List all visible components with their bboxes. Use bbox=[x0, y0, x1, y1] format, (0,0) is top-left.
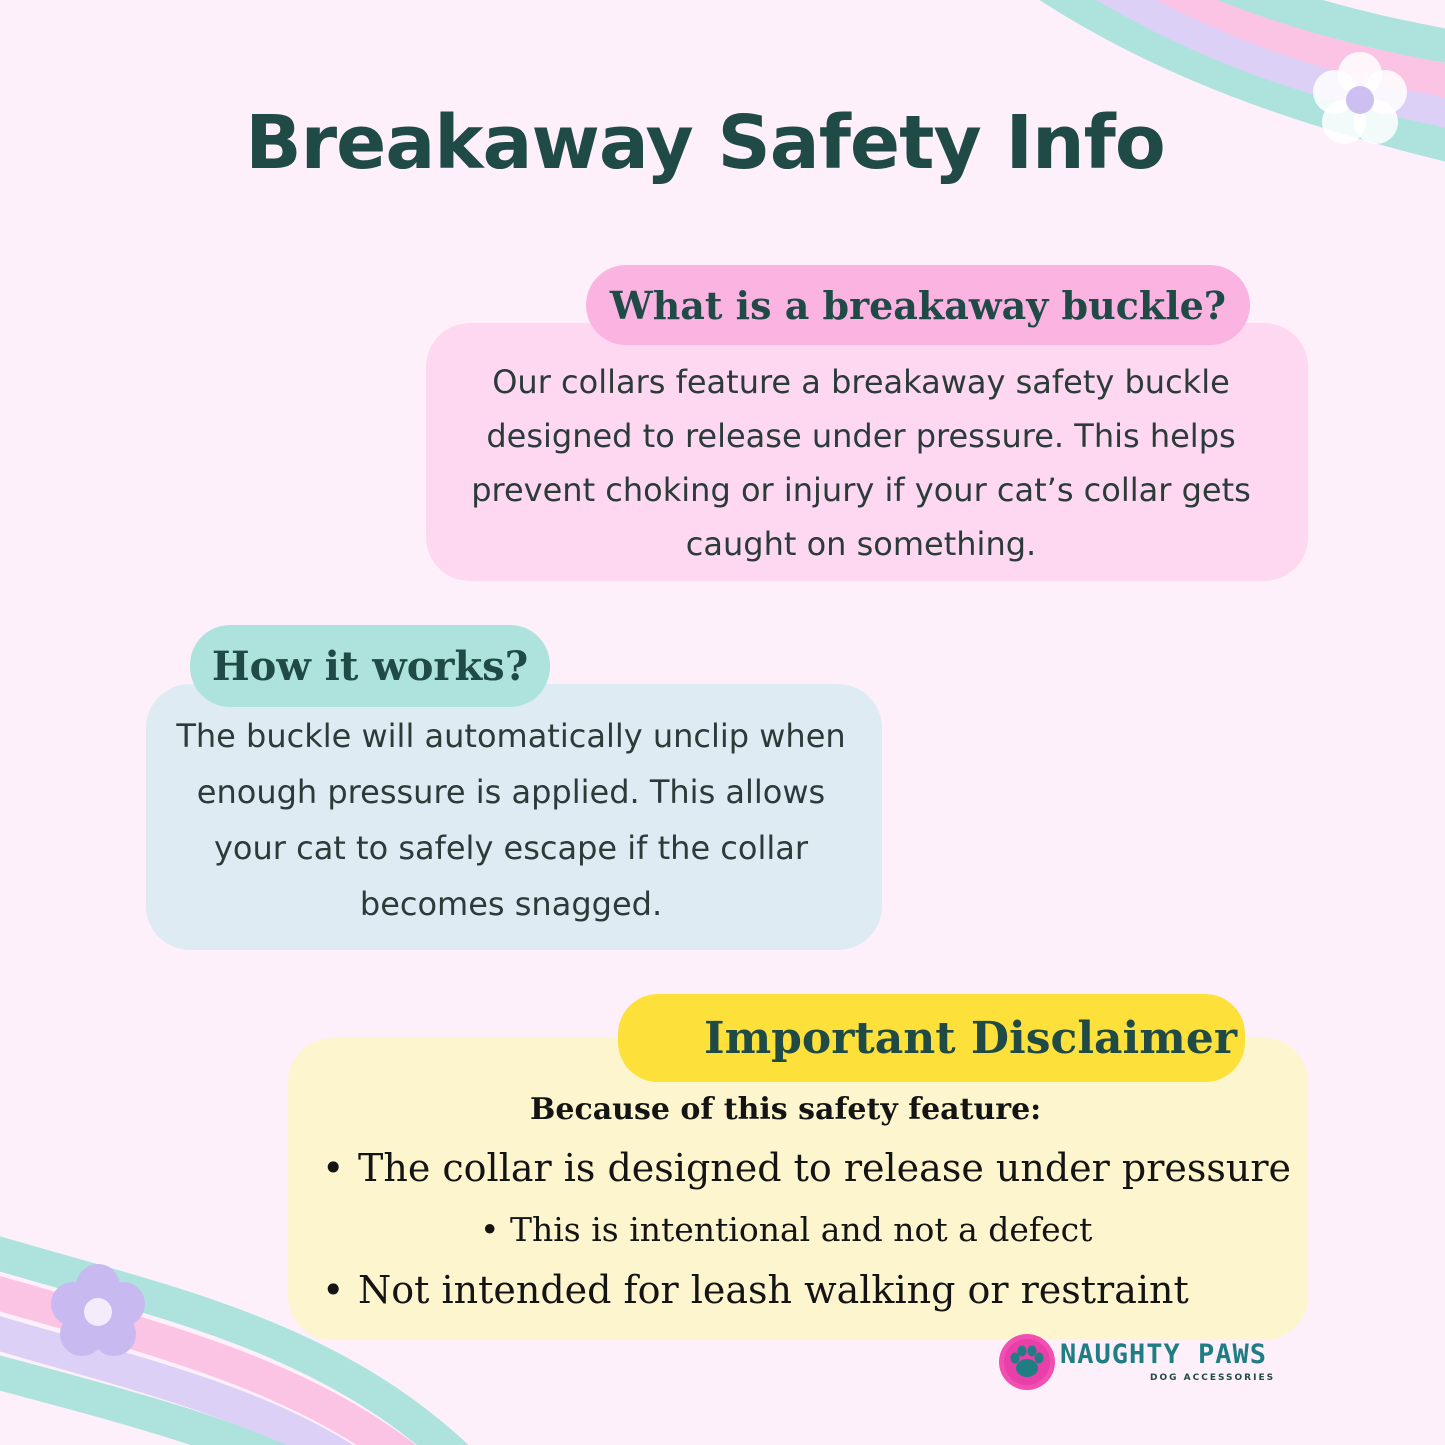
bullet-icon: • bbox=[480, 1210, 510, 1249]
disclaimer-bullet bbox=[322, 1146, 1291, 1190]
text-line: Our collars feature a breakaway safety buckle bbox=[492, 363, 1230, 401]
text-line: designed to release under pressure. This helps bbox=[486, 417, 1236, 455]
text-line: caught on something. bbox=[685, 525, 1037, 563]
page-title: Breakaway Safety Info bbox=[245, 100, 1165, 186]
disclaimer-heading: Important Disclaimer bbox=[618, 994, 1245, 1082]
bullet-text: The collar is designed to release under pressure bbox=[358, 1146, 1292, 1190]
how-it-works-text bbox=[152, 708, 870, 932]
disclaimer-sub-bullet bbox=[480, 1210, 1092, 1249]
bullet-icon: • bbox=[322, 1268, 345, 1312]
paw-icon bbox=[998, 1333, 1056, 1391]
brand-tagline: DOG ACCESSORIES bbox=[1150, 1373, 1276, 1383]
bullet-icon: • bbox=[322, 1146, 345, 1190]
breakaway-buckle-heading: What is a breakaway buckle? bbox=[586, 265, 1250, 345]
text-line: enough pressure is applied. This allows bbox=[196, 773, 826, 811]
bullet-text: This is intentional and not a defect bbox=[509, 1210, 1093, 1249]
breakaway-buckle-text bbox=[455, 355, 1267, 571]
brand-logo bbox=[998, 1333, 1298, 1393]
text-line: The buckle will automatically unclip when bbox=[176, 717, 846, 755]
text-line: your cat to safely escape if the collar bbox=[213, 829, 809, 867]
brand-name: NAUGHTY PAWS bbox=[1060, 1339, 1268, 1370]
disclaimer-bullet bbox=[322, 1268, 1189, 1312]
text-line: prevent choking or injury if your cat’s collar gets bbox=[471, 471, 1251, 509]
how-it-works-heading: How it works? bbox=[190, 625, 550, 707]
bullet-text: Not intended for leash walking or restraint bbox=[358, 1268, 1189, 1312]
text-line: becomes snagged. bbox=[359, 885, 663, 923]
disclaimer-intro: Because of this safety feature: bbox=[530, 1092, 1042, 1127]
